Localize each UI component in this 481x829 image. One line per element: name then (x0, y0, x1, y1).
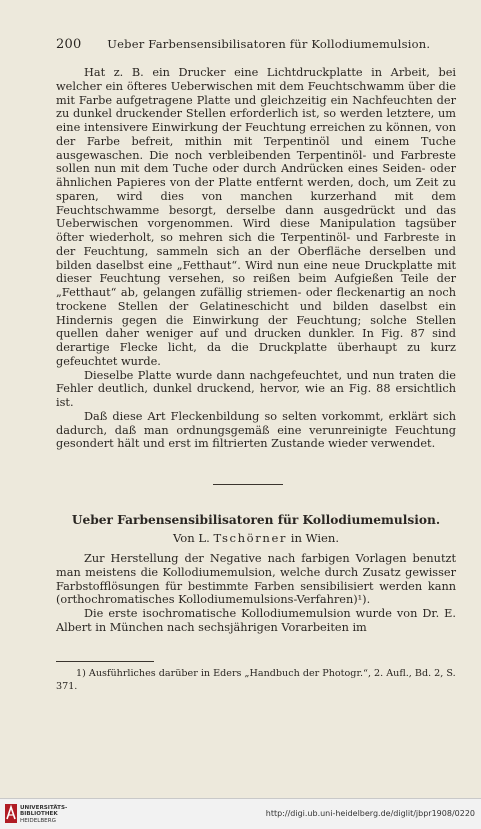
paragraph-3: Daß diese Art Fleckenbildung so selten vorkommt, erklärt sich dadurch, daß man ordnungsgemäß eine verunreinigte Feuchtung gesondert hält und erst im filtrierten Zustande wieder verwendet. (56, 409, 456, 451)
footnote-text: 1) Ausführliches darüber in Eders „Handbuch der Photogr.“, 2. Aufl., Bd. 2, S. 371. (56, 668, 456, 692)
section-text (56, 552, 456, 635)
byline-suffix: in Wien. (290, 531, 340, 545)
footnote (56, 668, 456, 693)
section-divider (213, 484, 283, 485)
body-text (56, 66, 456, 451)
viewer-footer (0, 798, 481, 829)
section-byline (56, 531, 456, 545)
section-paragraph-1: Zur Herstellung der Negative nach farbigen Vorlagen benutzt man meistens die Kollodiumemulsion, welche durch Zusatz gewisser Farbstofflösungen für bestimmte Farben sensibilisiert werden kann (orthochromatisches Kollodiumemulsions-Verfahren)¹). (56, 552, 456, 607)
page-number: 200 (56, 37, 82, 52)
running-title: Ueber Farbensensibilisatoren für Kollodiumemulsion. (107, 37, 431, 51)
heidelberg-seal-icon (5, 804, 17, 823)
paragraph-2: Dieselbe Platte wurde dann nachgefeuchtet, und nun traten die Fehler deutlich, dunkel druckend, hervor, wie an Fig. 88 ersichtlich ist. (56, 368, 456, 409)
author-name: Tschörner (213, 531, 288, 545)
library-logo[interactable] (5, 803, 85, 825)
library-name: UNIVERSITÄTS- BIBLIOTHEK HEIDELBERG (20, 805, 68, 824)
paragraph-1: Hat z. B. ein Drucker eine Lichtdruckplatte in Arbeit, bei welcher ein öfteres Ueberwischen mit dem Feuchtschwamm über die mit Farbe aufgetragene Platte und gleichzeitig ein Nachfeuchten der zu dunkel druckender Stellen erforderlich ist, so werden letztere, um eine intensivere Einwirkung der Feuchtung erreichen zu können, von der Farbe befreit, mithin mit Terpentinöl und einem Tuche ausgewaschen. Die noch verbleibenden Terpentinöl- und Farbreste sollen nun mit dem Tuche oder durch Andrücken eines Seiden- oder ähnlichen Papieres von der Platte entfernt werden, doch, um Zeit zu sparen, wird dies von manchen kurzerhand mit dem Feuchtschwamme besorgt, derselbe dann ausgedrückt und das Ueberwischen vorgenommen. Wird diese Manipulation tagsüber öfter wiederholt, so mehren sich die Terpentinöl- und Farbreste in der Feuchtung, sammeln sich an der Oberfläche derselben und bilden daselbst eine „Fetthaut“. Wird nun eine neue Druckplatte mit dieser Feuchtung versehen, so reißen beim Aufgießen Teile der „Fetthaut“ ab, gelangen zufällig striemen- oder fleckenartig an noch trockene Stellen der Gelatineschicht und bilden daselbst ein Hindernis gegen die Einwirkung der Feuchtung; solche Stellen quellen daher weniger auf und drucken dunkler. In Fig. 87 sind derartige Flecke licht, da die Druckplatte überhaupt zu kurz gefeuchtet wurde. (56, 66, 456, 368)
section-paragraph-2: Die erste isochromatische Kollodiumemulsion wurde von Dr. E. Albert in München nach sechsjährigen Vorarbeiten im (56, 607, 456, 634)
footnote-rule (56, 661, 154, 662)
byline-prefix: Von L. (172, 531, 210, 545)
running-header (56, 37, 436, 52)
permalink-url[interactable]: http://digi.ub.uni-heidelberg.de/diglit/jbpr1908/0220 (265, 809, 475, 818)
section-title: Ueber Farbensensibilisatoren für Kollodiumemulsion. (71, 513, 441, 527)
